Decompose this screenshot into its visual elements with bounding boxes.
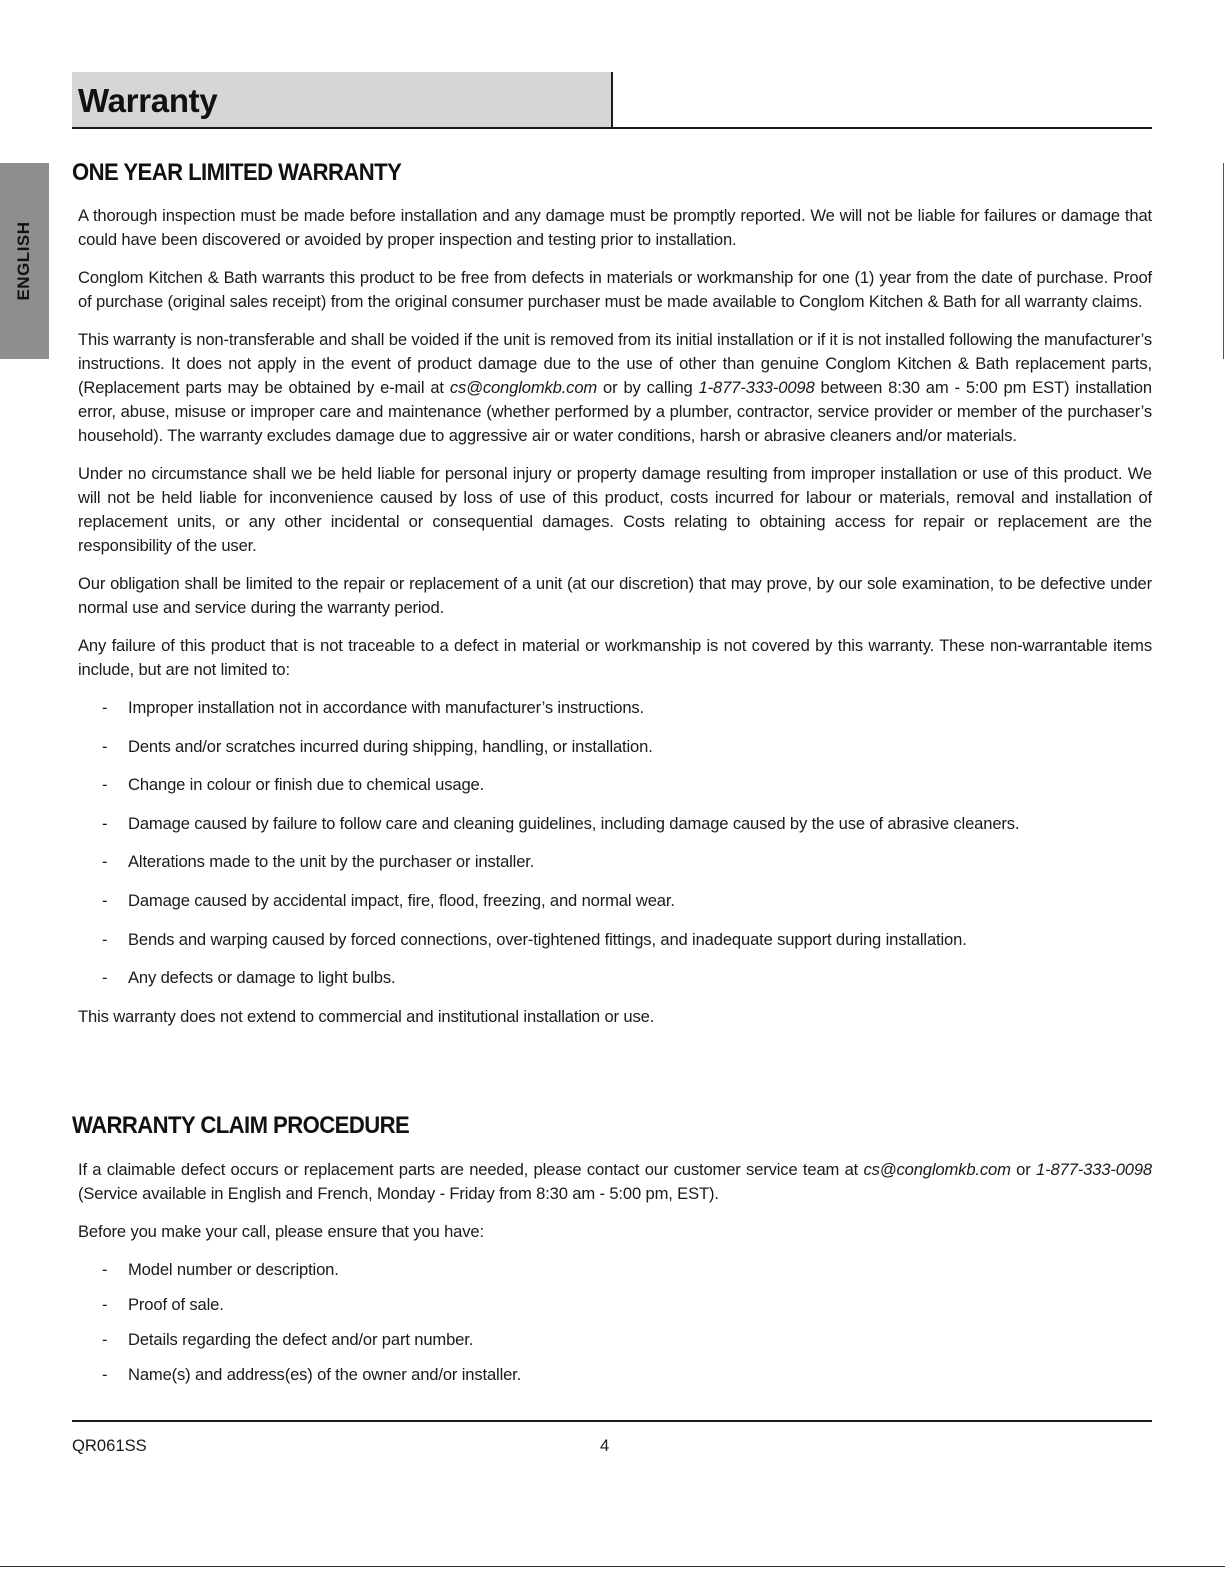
header-rule	[72, 127, 1152, 129]
dash-bullet: -	[102, 968, 108, 988]
list-item: - Model number or description.	[78, 1258, 1152, 1282]
dash-bullet: -	[102, 775, 108, 795]
dash-bullet: -	[102, 1330, 108, 1349]
warranty-body	[78, 204, 1152, 1029]
list-item: - Alterations made to the unit by the purchaser or installer.	[78, 850, 1152, 874]
right-edge-mark	[1223, 163, 1224, 359]
list-item: - Proof of sale.	[78, 1293, 1152, 1317]
list-item: - Name(s) and address(es) of the owner and/or installer.	[78, 1363, 1152, 1387]
text-segment: This warranty is non-transferable and shall be voided if the unit is removed from its initial installation or if it is not installed following the manufacturer’s instructions. It does not apply in the event of product damage due to the use of other than genuine Conglom Kitchen & Bath replacement parts, (Replacement parts may be obtained by e-mail at	[78, 330, 1152, 397]
paragraph-commercial: This warranty does not extend to commercial and institutional installation or use.	[78, 1006, 655, 1026]
paragraph-exclusions	[78, 328, 1152, 448]
dash-bullet: -	[102, 1295, 108, 1314]
paragraph-non-warrantable: Any failure of this product that is not traceable to a defect in material or workmanship is not covered by this warranty. These non-warrantable items include, but are not limited to:	[78, 636, 1152, 679]
dash-bullet: -	[102, 1365, 108, 1384]
page-title: Warranty	[78, 82, 218, 119]
text-segment: between 8:30 am - 5:00 pm EST) installation error, abuse, misuse or improper care and maintenance (whether performed by a plumber, contractor, service provider or member of the purchaser’s household). The warranty excludes damage due to aggressive air or water conditions, harsh or abrasive cleaners and/or materials.	[78, 378, 1152, 445]
page-bottom-rule	[0, 1566, 1225, 1567]
text-segment: or by calling	[603, 378, 693, 397]
list-item: - Dents and/or scratches incurred during shipping, handling, or installation.	[78, 735, 1152, 759]
paragraph-liability: Under no circumstance shall we be held liable for personal injury or property damage resulting from improper installation or use of this product. We will not be held liable for inconvenience caused by loss of use of this product, costs incurred for labour or materials, removal and installation of replacement units, or any other incidental or consequential damages. Costs relating to obtaining access for repair or replacement are the responsibility of the user.	[78, 464, 1152, 555]
paragraph-obligation: Our obligation shall be limited to the repair or replacement of a unit (at our discretion) that may prove, by our sole examination, to be defective under normal use and service during the warranty period.	[78, 574, 1152, 617]
section-heading-claim: WARRANTY CLAIM PROCEDURE	[72, 1112, 410, 1139]
list-item: - Any defects or damage to light bulbs.	[78, 966, 1152, 990]
list-item: - Improper installation not in accordance with manufacturer’s instructions.	[78, 696, 1152, 720]
dash-bullet: -	[102, 929, 108, 949]
phone-link[interactable]: 1-877-333-0098	[1036, 1160, 1153, 1179]
language-tab-label: ENGLISH	[14, 221, 33, 301]
text-segment: If a claimable defect occurs or replacement parts are needed, please contact our customer service team at	[78, 1160, 859, 1179]
email-link[interactable]: cs@conglomkb.com	[449, 378, 598, 397]
section-heading-warranty: ONE YEAR LIMITED WARRANTY	[72, 159, 402, 186]
list-item: - Damage caused by failure to follow care and cleaning guidelines, including damage caused by the use of abrasive cleaners.	[78, 812, 1152, 836]
list-item: - Damage caused by accidental impact, fire, flood, freezing, and normal wear.	[78, 889, 1152, 913]
dash-bullet: -	[102, 890, 108, 910]
dash-bullet: -	[102, 1260, 108, 1279]
dash-bullet: -	[102, 813, 108, 833]
list-item: - Bends and warping caused by forced connections, over-tightened fittings, and inadequate support during installation.	[78, 928, 1152, 952]
dash-bullet: -	[102, 736, 108, 756]
footer-page-number: 4	[600, 1436, 610, 1455]
paragraph-inspection: A thorough inspection must be made before installation and any damage must be promptly reported. We will not be liable for failures or damage that could have been discovered or avoided by proper inspection and testing prior to installation.	[78, 206, 1152, 249]
claim-body	[78, 1158, 1152, 1387]
list-item: - Details regarding the defect and/or part number.	[78, 1328, 1152, 1352]
paragraph-contact	[78, 1158, 1152, 1206]
non-warrantable-list	[78, 696, 1152, 990]
list-item: - Change in colour or finish due to chemical usage.	[78, 773, 1152, 797]
email-link[interactable]: cs@conglomkb.com	[863, 1160, 1011, 1179]
claim-checklist	[78, 1258, 1152, 1387]
text-segment: or	[1016, 1160, 1031, 1179]
paragraph-before-call: Before you make your call, please ensure that you have:	[78, 1222, 484, 1241]
footer-model-number: QR061SS	[72, 1436, 147, 1455]
phone-link[interactable]: 1-877-333-0098	[698, 378, 815, 397]
text-segment: (Service available in English and French, Monday - Friday from 8:30 am - 5:00 pm, EST).	[78, 1184, 719, 1203]
paragraph-coverage: Conglom Kitchen & Bath warrants this product to be free from defects in materials or workmanship for one (1) year from the date of purchase. Proof of purchase (original sales receipt) from the original consumer purchaser must be made available to Conglom Kitchen & Bath for all warranty claims.	[78, 268, 1152, 311]
footer-rule	[72, 1420, 1152, 1422]
dash-bullet: -	[102, 698, 108, 717]
dash-bullet: -	[102, 852, 108, 872]
